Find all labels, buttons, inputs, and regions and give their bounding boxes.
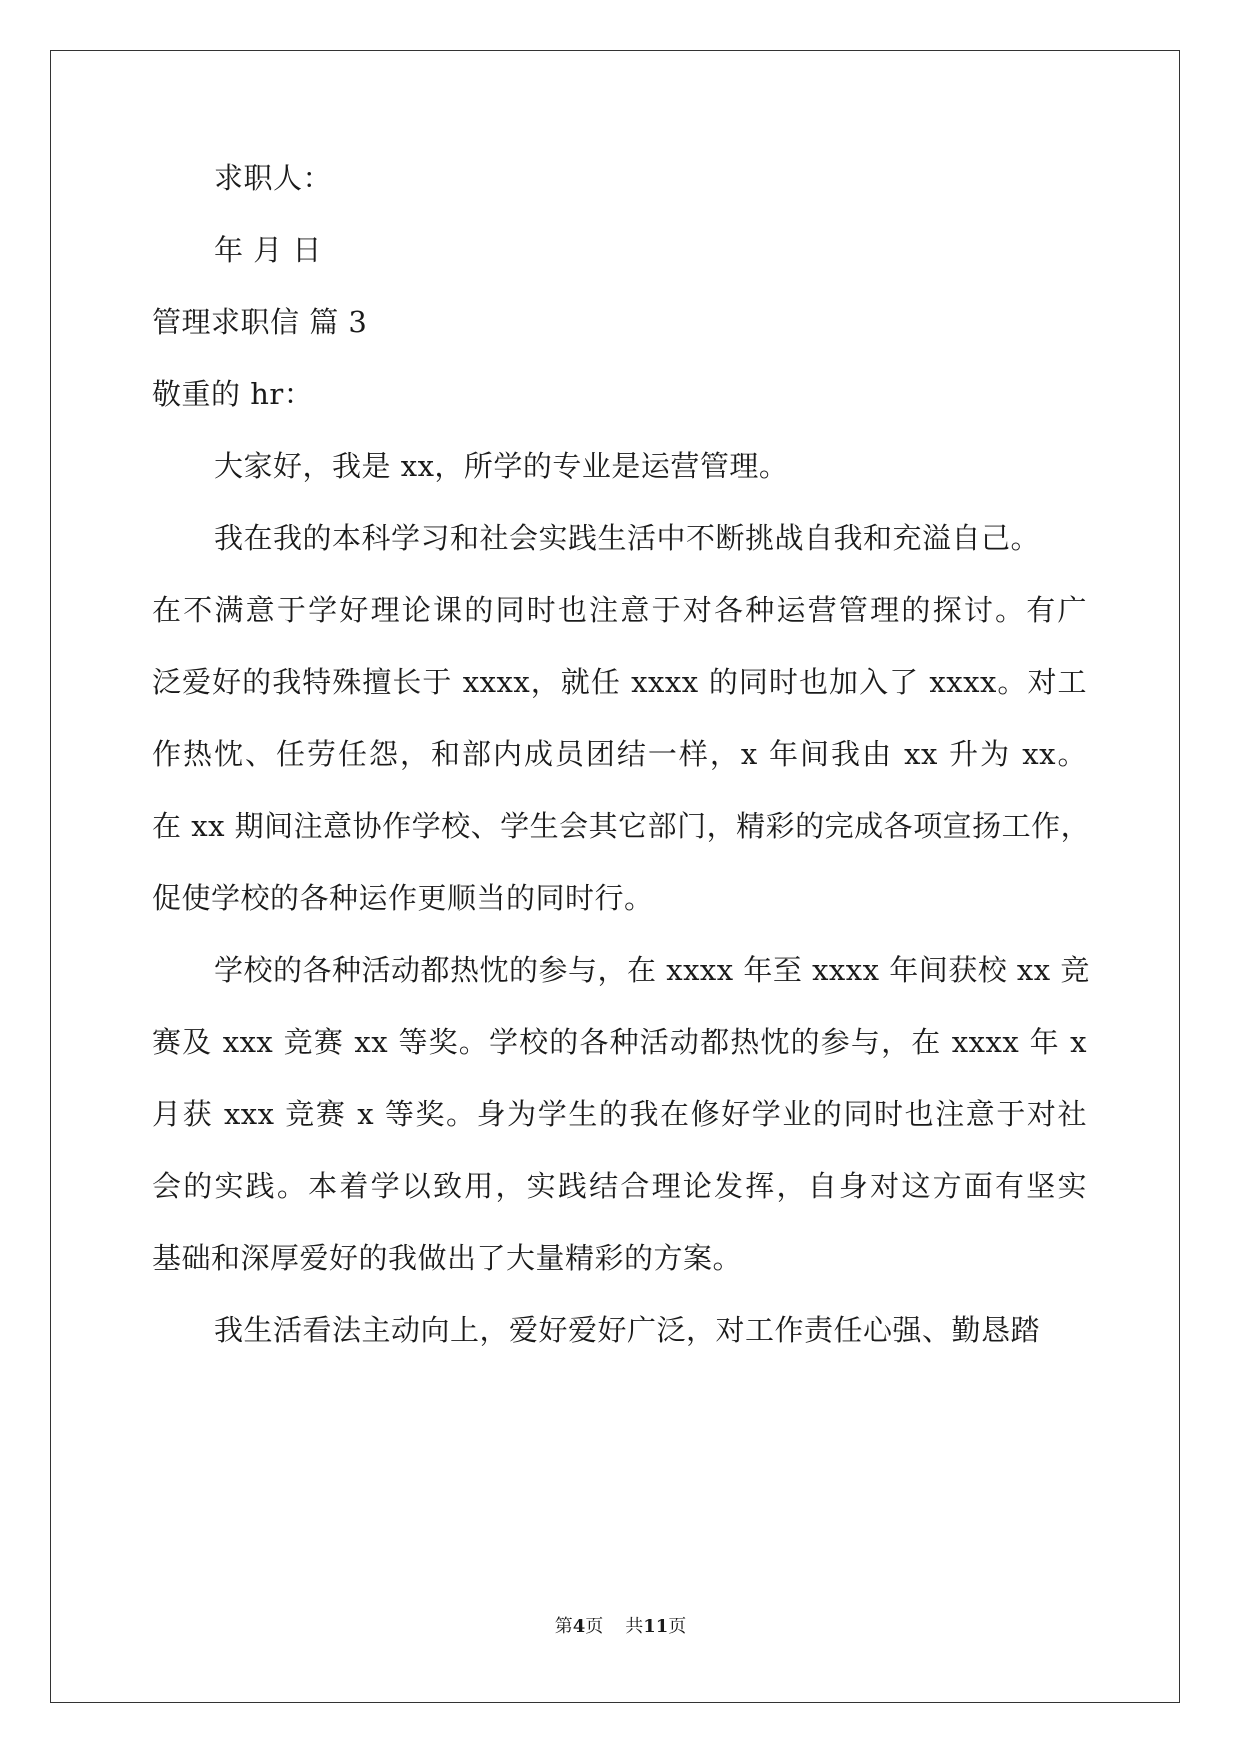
paragraph-line: 在不满意于学好理论课的同时也注意于对各种运营管理的探讨。有广 bbox=[152, 593, 1087, 627]
section-heading: 管理求职信 篇 3 bbox=[152, 305, 368, 339]
paragraph-line: 月获 xxx 竞赛 x 等奖。身为学生的我在修好学业的同时也注意于对社 bbox=[152, 1097, 1087, 1131]
date-line: 年 月 日 bbox=[214, 233, 322, 267]
paragraph-line: 我在我的本科学习和社会实践生活中不断挑战自我和充溢自己。 bbox=[214, 521, 1041, 555]
paragraph-line: 泛爱好的我特殊擅长于 xxxx，就任 xxxx 的同时也加入了 xxxx。对工 bbox=[152, 665, 1087, 699]
total-prefix: 共 bbox=[625, 1616, 644, 1637]
current-page-number: 4 bbox=[572, 1616, 586, 1637]
paragraph-line: 会的实践。本着学以致用，实践结合理论发挥，自身对这方面有坚实 bbox=[152, 1169, 1087, 1203]
page-suffix: 页 bbox=[585, 1616, 604, 1637]
paragraph-line: 在 xx 期间注意协作学校、学生会其它部门，精彩的完成各项宣扬工作， bbox=[152, 809, 1091, 843]
paragraph-line: 促使学校的各种运作更顺当的同时行。 bbox=[152, 881, 654, 915]
page-prefix: 第 bbox=[554, 1616, 573, 1637]
salutation: 敬重的 hr： bbox=[152, 377, 314, 411]
paragraph-line: 作热忱、任劳任怨，和部内成员团结一样，x 年间我由 xx 升为 xx。 bbox=[152, 737, 1087, 771]
page-border bbox=[50, 50, 1180, 1703]
page-footer bbox=[0, 1615, 1241, 1639]
paragraph-line: 学校的各种活动都热忱的参与，在 xxxx 年至 xxxx 年间获校 xx 竞 bbox=[214, 953, 1090, 987]
paragraph-line: 我生活看法主动向上，爱好爱好广泛，对工作责任心强、勤恳踏 bbox=[214, 1313, 1041, 1347]
total-suffix: 页 bbox=[668, 1616, 687, 1637]
paragraph-line: 大家好，我是 xx，所学的专业是运营管理。 bbox=[214, 449, 789, 483]
applicant-signature-line: 求职人： bbox=[214, 161, 333, 195]
total-page-number: 11 bbox=[643, 1616, 669, 1637]
paragraph-line: 基础和深厚爱好的我做出了大量精彩的方案。 bbox=[152, 1241, 743, 1275]
paragraph-line: 赛及 xxx 竞赛 xx 等奖。学校的各种活动都热忱的参与，在 xxxx 年 x bbox=[152, 1025, 1087, 1059]
